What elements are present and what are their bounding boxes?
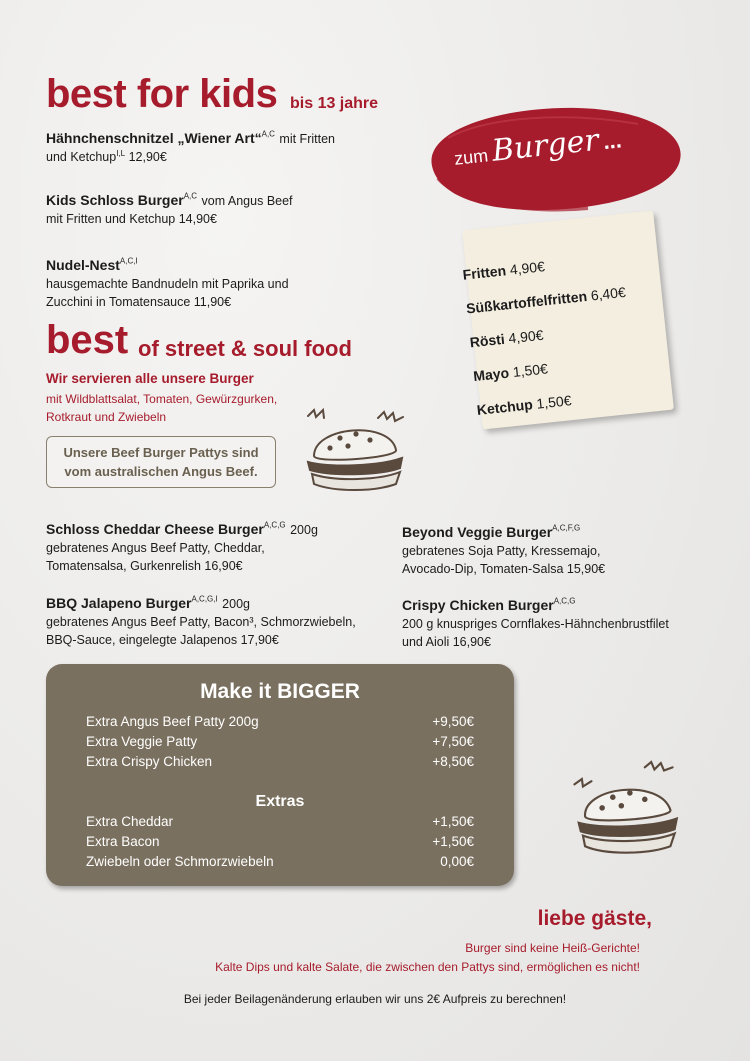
item-name: Schloss Cheddar Cheese Burger xyxy=(46,521,264,537)
sides-heading-big: Burger xyxy=(490,122,601,169)
item-desc: und Aioli 16,90€ xyxy=(402,635,491,649)
panel-title: Make it BIGGER xyxy=(200,680,360,703)
addon-label: Extra Angus Beef Patty 200g xyxy=(86,714,259,729)
sides-heading-dots: ... xyxy=(601,127,623,155)
footer-note: Burger sind keine Heiß-Gerichte! xyxy=(465,941,640,955)
item-desc: gebratenes Angus Beef Patty, Cheddar, xyxy=(46,541,265,555)
burger-item xyxy=(46,521,396,575)
addon-label: Extra Veggie Patty xyxy=(86,734,198,749)
addon-label: Extra Crispy Chicken xyxy=(86,754,213,769)
item-name: Crispy Chicken Burger xyxy=(402,597,554,613)
extra-label: Extra Bacon xyxy=(86,834,160,849)
item-desc: gebratenes Angus Beef Patty, Bacon³, Schmorzwiebeln, xyxy=(46,615,356,629)
item-desc: Avocado-Dip, Tomaten-Salsa 15,90€ xyxy=(402,562,606,576)
item-name: Kids Schloss Burger xyxy=(46,192,184,208)
kids-title: best for kids xyxy=(46,72,278,116)
item-weight: 200g xyxy=(222,597,250,611)
allergen-codes: A,C,F,G xyxy=(552,523,581,533)
item-desc: 200 g knuspriges Cornflakes-Hähnchenbrustfilet xyxy=(402,617,669,631)
burger-item xyxy=(402,524,702,578)
extra-price: +1,50€ xyxy=(432,814,474,829)
item-name: Nudel-Nest xyxy=(46,257,120,273)
item-desc: Zucchini in Tomatensauce 11,90€ xyxy=(46,295,232,309)
section-title: of street & soul food xyxy=(138,336,352,361)
side-name: Süßkartoffelfritten xyxy=(465,287,588,317)
allergen-codes: A,C,G xyxy=(553,596,576,606)
addon-price: +7,50€ xyxy=(432,734,474,749)
item-desc: vom Angus Beef xyxy=(201,194,293,208)
allergen-codes: A,C xyxy=(183,191,198,201)
serve-desc xyxy=(46,390,296,426)
item-desc: BBQ-Sauce, eingelegte Jalapenos 17,90€ xyxy=(46,633,279,647)
addon-row xyxy=(86,714,474,729)
item-name: Hähnchenschnitzel „Wiener Art“ xyxy=(46,130,262,146)
allergen-codes: A,C,G xyxy=(263,520,286,530)
sides-heading-small: zum xyxy=(453,145,490,169)
item-desc: mit Fritten und Ketchup 14,90€ xyxy=(46,212,217,226)
side-price: 4,90€ xyxy=(509,258,546,278)
side-item xyxy=(465,284,626,317)
item-desc: und Ketchup xyxy=(46,150,117,164)
kids-item xyxy=(46,130,366,166)
addon-row xyxy=(86,754,474,769)
side-name: Fritten xyxy=(461,262,507,283)
side-name: Ketchup xyxy=(476,396,534,418)
item-name: Beyond Veggie Burger xyxy=(402,524,553,540)
side-name: Rösti xyxy=(468,330,506,351)
kids-subtitle: bis 13 jahre xyxy=(290,95,379,112)
side-item xyxy=(462,258,546,283)
beef-info-line: Unsere Beef Burger Pattys sind xyxy=(63,445,259,460)
side-name: Mayo xyxy=(472,364,510,385)
item-weight: 200g xyxy=(290,523,318,537)
item-desc: mit Fritten xyxy=(279,132,335,146)
make-it-bigger-panel xyxy=(46,664,514,886)
side-item xyxy=(473,360,549,384)
extra-label: Zwiebeln oder Schmorzwiebeln xyxy=(86,854,274,869)
item-desc: hausgemachte Bandnudeln mit Paprika und xyxy=(46,277,289,291)
extra-label: Extra Cheddar xyxy=(86,814,174,829)
item-desc: Tomatensalsa, Gurkenrelish 16,90€ xyxy=(46,559,243,573)
serve-line: Wir servieren alle unsere Burger xyxy=(46,371,254,386)
extra-price: +1,50€ xyxy=(432,834,474,849)
section-best: best xyxy=(46,318,129,362)
kids-item xyxy=(46,257,366,311)
extra-row xyxy=(86,854,474,869)
burger-item xyxy=(402,597,722,651)
serve-desc-line: Rotkraut und Zwiebeln xyxy=(46,410,167,424)
addon-price: +8,50€ xyxy=(432,754,474,769)
item-name: BBQ Jalapeno Burger xyxy=(46,595,192,611)
addon-row xyxy=(86,734,474,749)
beef-info-line: vom australischen Angus Beef. xyxy=(64,464,258,479)
extras-title: Extras xyxy=(255,793,305,810)
footer-surcharge-note: Bei jeder Beilagenänderung erlauben wir uns 2€ Aufpreis zu berechnen! xyxy=(183,992,567,1006)
item-price: 12,90€ xyxy=(128,150,167,164)
item-desc: gebratenes Soja Patty, Kressemajo, xyxy=(402,544,601,558)
beef-info-box xyxy=(46,436,276,488)
side-price: 1,50€ xyxy=(511,360,549,381)
side-item xyxy=(476,392,572,418)
side-item xyxy=(469,327,544,351)
extra-row xyxy=(86,814,474,829)
burger-sketch-icon xyxy=(300,404,420,500)
addon-price: +9,50€ xyxy=(432,714,474,729)
sides-card xyxy=(462,211,674,430)
footer-note: Kalte Dips und kalte Salate, die zwischen den Pattys sind, ermöglichen es nicht! xyxy=(215,960,640,974)
allergen-codes: A,C xyxy=(261,129,275,139)
side-price: 6,40€ xyxy=(589,283,627,304)
allergen-codes: A,C,G,I xyxy=(191,594,218,604)
sides-list xyxy=(461,246,661,418)
kids-item xyxy=(46,192,366,228)
side-price: 1,50€ xyxy=(535,392,573,412)
burger-item xyxy=(46,595,396,649)
allergen-codes: A,C,I xyxy=(119,256,138,266)
footer-title: liebe gäste, xyxy=(537,907,652,930)
serve-desc-line: mit Wildblattsalat, Tomaten, Gewürzgurken, xyxy=(46,392,278,406)
allergen-codes: I,L xyxy=(116,148,126,158)
extra-price: 0,00€ xyxy=(440,854,474,869)
burger-sketch-icon xyxy=(568,758,696,862)
extra-row xyxy=(86,834,474,849)
side-price: 4,90€ xyxy=(507,326,545,347)
